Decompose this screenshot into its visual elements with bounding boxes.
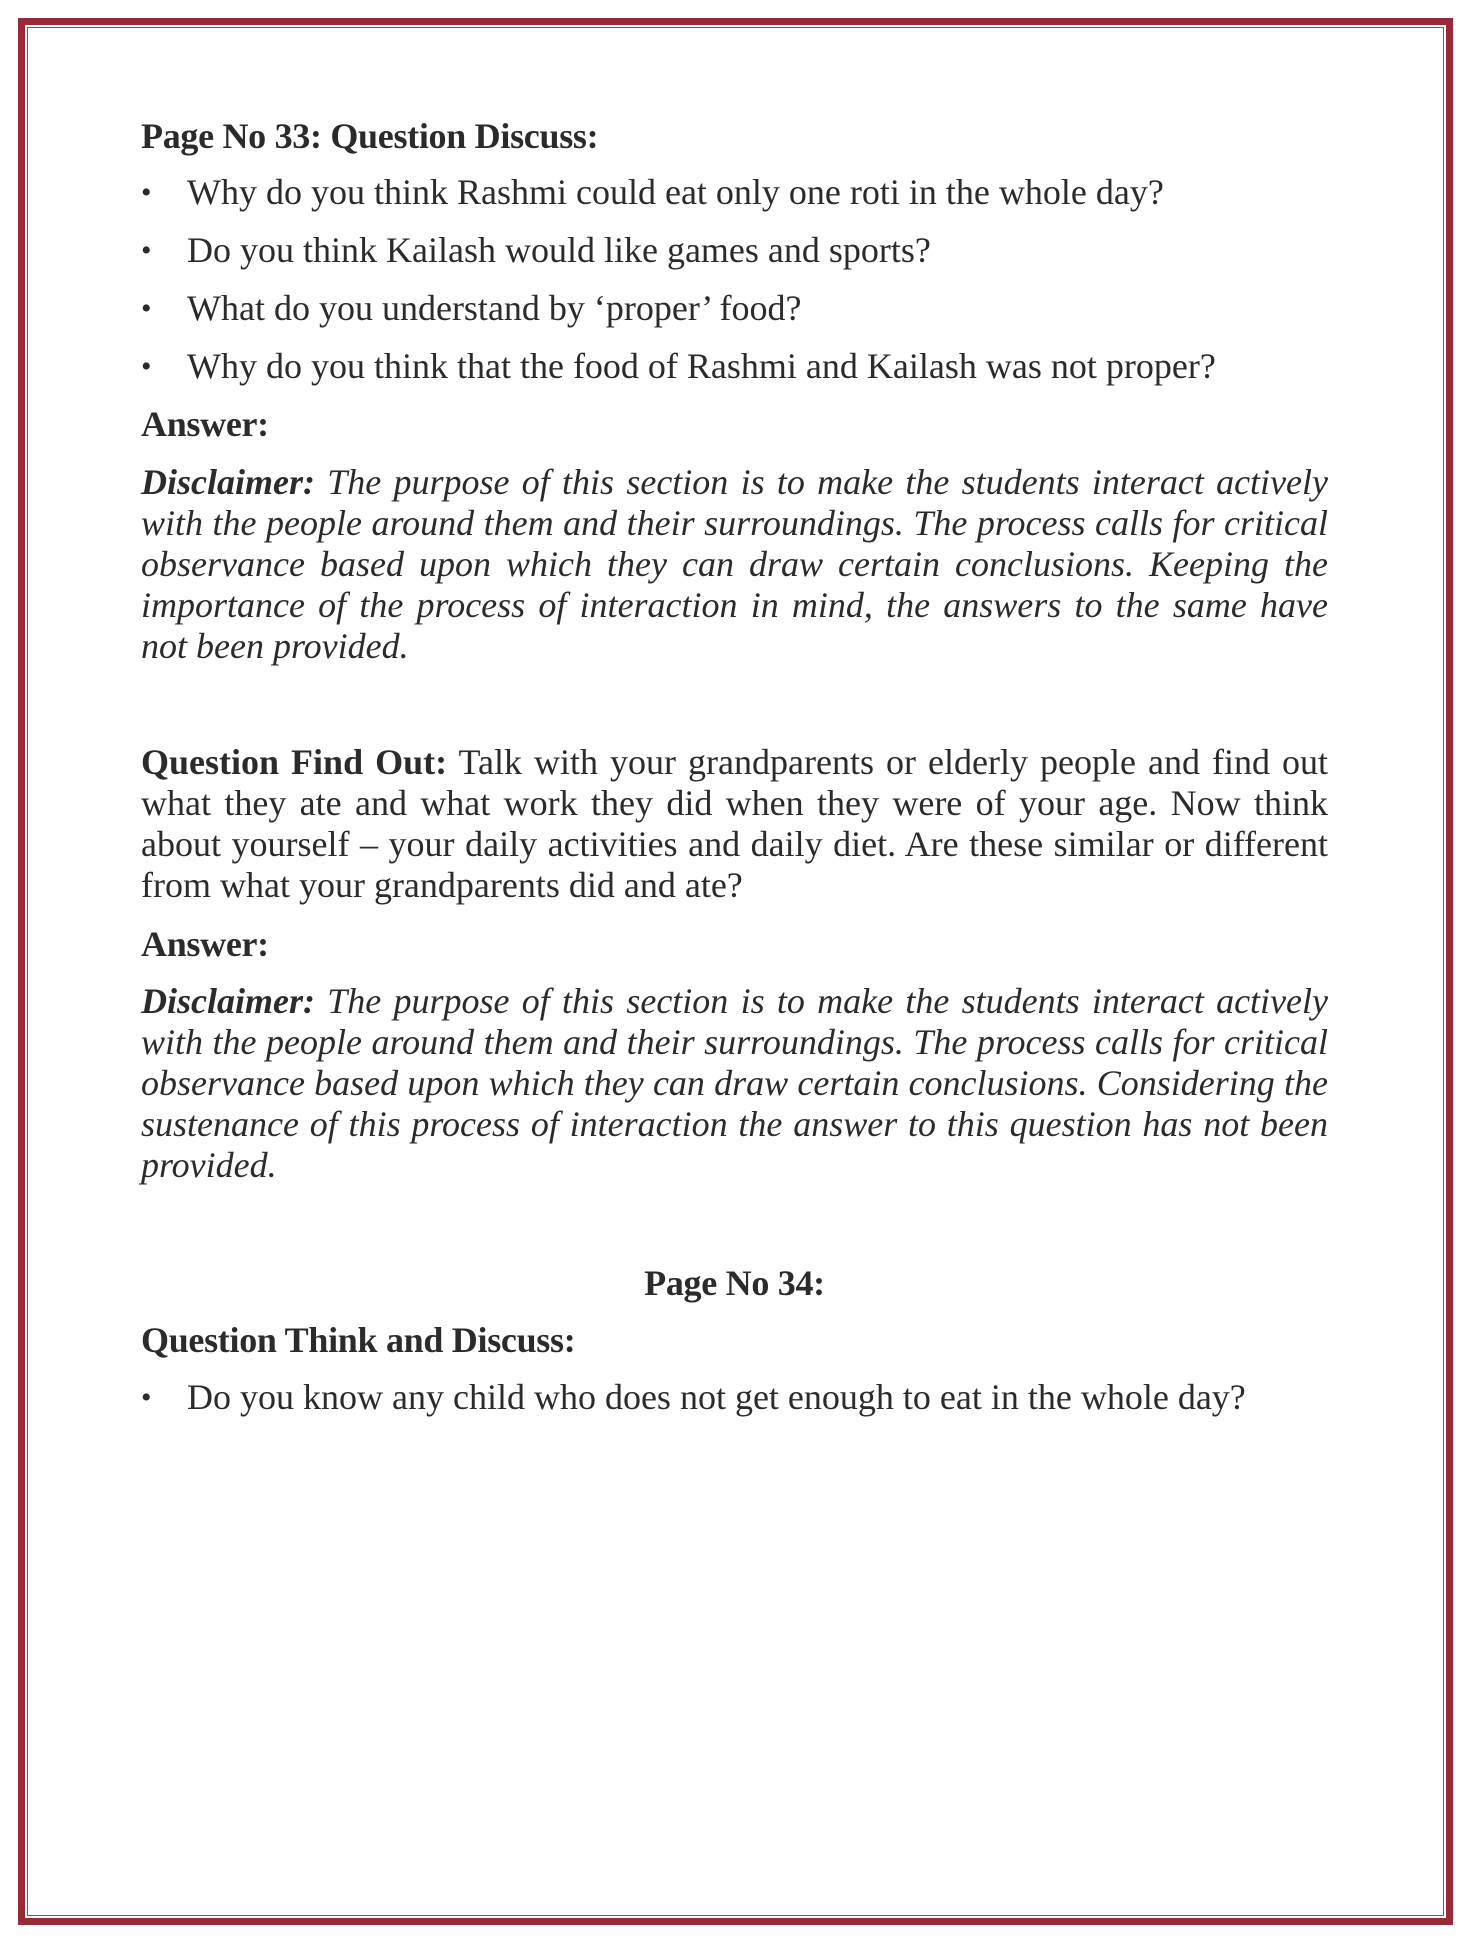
bullet-text: Do you know any child who does not get enough to eat in the whole day? <box>187 1377 1246 1417</box>
bullet-text: What do you understand by ‘proper’ food? <box>187 288 802 328</box>
page-heading-34: Page No 34: <box>644 1263 825 1303</box>
question-text: Talk with your grandparents or elderly people and find out what they ate and what work they did when they were of your age. Now think about yourself – your daily activities and daily diet. Are these similar or different from what your grandparents did and ate? <box>141 742 1328 905</box>
bullet-dot-icon: • <box>141 292 152 325</box>
bullet-text: Why do you think that the food of Rashmi and Kailash was not proper? <box>187 346 1216 386</box>
bullet-text: Do you think Kailash would like games and sports? <box>187 230 931 270</box>
disclaimer-paragraph <box>141 981 1328 1186</box>
disclaimer-text: The purpose of this section is to make the students interact actively with the people around them and their surroundings. The process calls for critical observance based upon which they can draw certain conclusions. Considering the sustenance of this process of interaction the answer to this question has not been provided. <box>141 981 1328 1185</box>
answer-label: Answer: <box>141 404 269 444</box>
section-heading-page-33: Page No 33: Question Discuss: <box>141 116 599 156</box>
bullet-dot-icon: • <box>141 350 152 383</box>
disclaimer-paragraph <box>141 462 1328 667</box>
disclaimer-label: Disclaimer: <box>141 462 315 502</box>
bullet-dot-icon: • <box>141 234 152 267</box>
bullet-text: Why do you think Rashmi could eat only one roti in the whole day? <box>187 172 1164 212</box>
bullet-dot-icon: • <box>141 1381 152 1414</box>
section-heading-think-discuss: Question Think and Discuss: <box>141 1320 576 1360</box>
bullet-dot-icon: • <box>141 176 152 209</box>
question-paragraph <box>141 742 1328 906</box>
disclaimer-text: The purpose of this section is to make the students interact actively with the people around them and their surroundings. The process calls for critical observance based upon which they can draw certain conclusions. Keeping the importance of the process of interaction in mind, the answers to the same have not been provided. <box>141 462 1328 666</box>
question-label: Question Find Out: <box>141 742 448 782</box>
answer-label: Answer: <box>141 924 269 964</box>
disclaimer-label: Disclaimer: <box>141 981 315 1021</box>
